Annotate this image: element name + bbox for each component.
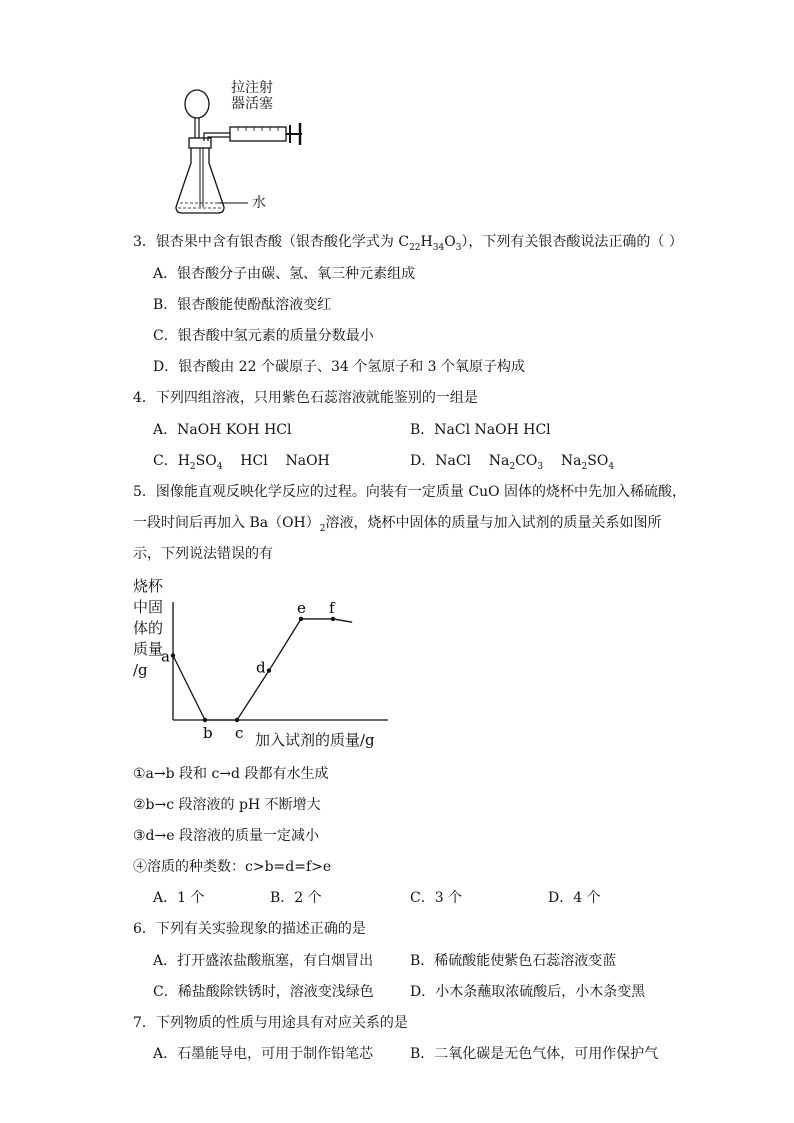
water-label: 水 (252, 195, 266, 211)
point-label-a: a (161, 647, 170, 666)
q3-option-d: D．银杏酸由 22 个碳原子、34 个氢原子和 3 个氧原子构成 (153, 359, 526, 375)
q4-option-d: D．NaCl $Na_2CO_3$ $Na_2SO_4$ (410, 453, 615, 472)
q5-line-2: 一段时间后再加入 $Ba(OH)_2$溶液，烧杯中固体的质量与加入试剂的质量关系如图所 (133, 515, 662, 534)
point-b (203, 718, 207, 722)
point-label-d: d (256, 658, 266, 677)
point-f (331, 617, 335, 621)
q5-statement-3: ③d→e 段溶液的质量一定减小 (133, 828, 319, 844)
point-c (235, 718, 239, 722)
q5-statement-2: ②b→c 段溶液的 pH 不断增大 (133, 797, 321, 813)
q5-option-d: D．4 个 (548, 890, 601, 906)
q5-option-c: C．3 个 (410, 890, 463, 906)
q4-stem: 4．下列四组溶液，只用紫色石蕊溶液就能鉴别的一组是 (133, 390, 478, 406)
q5-statement-4: ④溶质的种类数：c>b=d=f>e (133, 859, 332, 875)
q3-option-b: B．银杏酸能使酚酞溶液变红 (153, 297, 332, 313)
q4-option-a: A．NaOH KOH HCl (153, 422, 292, 438)
q6-option-c: C．稀盐酸除铁锈时，溶液变浅绿色 (153, 984, 374, 1000)
point-e (299, 617, 303, 621)
q5-line-3: 示，下列说法错误的有 (133, 546, 273, 562)
q7-stem: 7．下列物质的性质与用途具有对应关系的是 (133, 1015, 408, 1031)
q7-option-b: B．二氧化碳是无色气体，可用作保护气 (410, 1046, 659, 1062)
graph-y-label: 烧杯 中固 体的 质量 /g (133, 577, 164, 679)
q3-option-c: C．银杏酸中氢元素的质量分数最小 (153, 328, 374, 344)
q5-line-1: 5．图像能直观反映化学反应的过程。向装有一定质量 CuO 固体的烧杯中先加入稀硫酸， (133, 484, 687, 500)
point-label-c: c (235, 724, 244, 742)
q3-option-a: A．银杏酸分子由碳、氢、氧三种元素组成 (153, 266, 416, 282)
q6-stem: 6．下列有关实验现象的描述正确的是 (133, 921, 366, 937)
q7-option-a: A．石墨能导电，可用于制作铅笔芯 (153, 1046, 374, 1062)
q3-stem: 3．银杏果中含有银杏酸（银杏酸化学式为 $C_{22}H_{34}O_3$），下列有关银杏酸说法正确的（ ） (133, 234, 683, 253)
q4-option-c: C．$H_2SO_4$ HCl NaOH (153, 453, 330, 472)
q5-option-a: A．1 个 (153, 890, 205, 906)
graph-x-label: 加入试剂的质量/g (255, 731, 375, 749)
syringe-label-2: 器活塞 (231, 96, 273, 112)
syringe-label-1: 拉注射 (231, 80, 273, 96)
point-a (171, 653, 175, 657)
point-label-b: b (203, 724, 213, 742)
point-label-e: e (297, 598, 306, 617)
q6-option-a: A．打开盛浓盐酸瓶塞，有白烟冒出 (153, 953, 374, 969)
point-d (267, 668, 271, 672)
q5-option-b: B．2 个 (270, 890, 322, 906)
q6-option-b: B．稀硫酸能使紫色石蕊溶液变蓝 (410, 953, 617, 969)
point-label-f: f (329, 598, 335, 617)
funnel-bulb (185, 90, 209, 118)
q6-option-d: D．小木条蘸取浓硫酸后，小木条变黑 (410, 984, 646, 1000)
mass-graph (128, 572, 398, 752)
q5-statement-1: ①a→b 段和 c→d 段都有水生成 (133, 766, 329, 782)
q4-option-b: B．NaCl NaOH HCl (410, 422, 551, 438)
